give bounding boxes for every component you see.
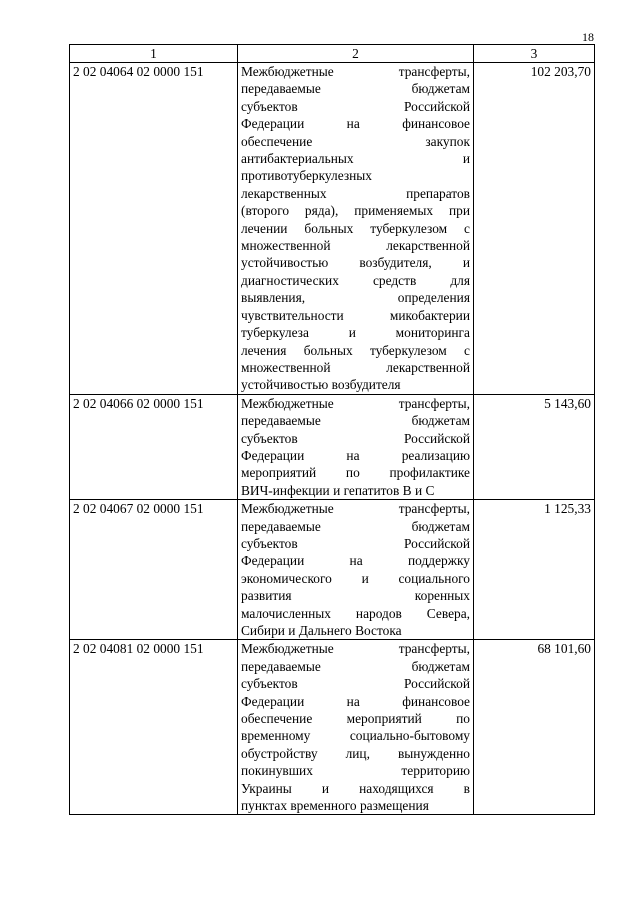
description-line: субъектов Российской xyxy=(241,98,470,114)
description-line: Сибири и Дальнего Востока xyxy=(241,623,402,638)
description-line: пунктах временного размещения xyxy=(241,798,429,814)
description-line: временному социально-бытовому xyxy=(241,728,470,744)
description-line: обеспечение мероприятий по xyxy=(241,711,470,727)
column-header-amount: 3 xyxy=(474,45,595,63)
description-line: туберкулеза и мониторинга xyxy=(241,325,470,341)
amount-cell: 5 143,60 xyxy=(474,394,595,499)
description-line: передаваемые бюджетам xyxy=(241,81,470,97)
description-line: мероприятий по профилактике xyxy=(241,465,470,481)
budget-code-cell: 2 02 04064 02 0000 151 xyxy=(70,63,238,395)
description-line: Межбюджетные трансферты, xyxy=(241,395,470,411)
description-line: покинувших территорию xyxy=(241,763,470,779)
description-line: передаваемые бюджетам xyxy=(241,518,470,534)
description-line: устойчивостью возбудителя, и xyxy=(241,255,470,271)
column-header-description: 2 xyxy=(238,45,474,63)
budget-code-cell: 2 02 04081 02 0000 151 xyxy=(70,640,238,815)
description-line: развития коренных xyxy=(241,588,470,604)
description-line: лечении больных туберкулезом с xyxy=(241,220,470,236)
description-line: множественной лекарственной xyxy=(241,238,470,254)
description-cell xyxy=(238,63,474,395)
description-line: лекарственных препаратов xyxy=(241,185,470,201)
column-header-code: 1 xyxy=(70,45,238,63)
description-line: диагностических средств для xyxy=(241,272,470,288)
table-body xyxy=(70,63,595,815)
amount-cell: 1 125,33 xyxy=(474,500,595,640)
budget-table xyxy=(69,44,595,815)
table-header-row xyxy=(70,45,595,63)
description-line: субъектов Российской xyxy=(241,535,470,551)
description-line: противотуберкулезных xyxy=(241,168,372,184)
description-line: субъектов Российской xyxy=(241,430,470,446)
table-row xyxy=(70,500,595,640)
description-line: Федерации на финансовое xyxy=(241,693,470,709)
description-line: ВИЧ-инфекции и гепатитов В и С xyxy=(241,482,435,498)
description-line: Межбюджетные трансферты, xyxy=(241,641,470,657)
description-line: (второго ряда), применяемых при xyxy=(241,203,470,219)
page-number: 18 xyxy=(582,30,594,44)
table-row xyxy=(70,63,595,395)
description-line: экономического и социального xyxy=(241,570,470,586)
budget-code-cell: 2 02 04067 02 0000 151 xyxy=(70,500,238,640)
description-line: Федерации на поддержку xyxy=(241,553,470,569)
description-line: субъектов Российской xyxy=(241,676,470,692)
description-cell xyxy=(238,394,474,499)
description-line: малочисленных народов Севера, xyxy=(241,605,470,621)
budget-code-cell: 2 02 04066 02 0000 151 xyxy=(70,394,238,499)
description-line: обустройству лиц, вынужденно xyxy=(241,745,470,761)
table-row xyxy=(70,394,595,499)
description-line: множественной лекарственной xyxy=(241,359,470,375)
description-line: Межбюджетные трансферты, xyxy=(241,64,470,79)
description-line: передаваемые бюджетам xyxy=(241,658,470,674)
description-line: антибактериальных и xyxy=(241,151,470,167)
description-line: лечения больных туберкулезом с xyxy=(241,342,470,358)
description-line: чувствительности микобактерии xyxy=(241,307,470,323)
description-line: выявления, определения xyxy=(241,290,470,306)
description-line: обеспечение закупок xyxy=(241,133,470,149)
description-line: передаваемые бюджетам xyxy=(241,413,470,429)
description-line: Федерации на финансовое xyxy=(241,116,470,132)
amount-cell: 68 101,60 xyxy=(474,640,595,815)
description-cell xyxy=(238,500,474,640)
description-line: устойчивостью возбудителя xyxy=(241,377,401,393)
table-row xyxy=(70,640,595,815)
description-cell xyxy=(238,640,474,815)
description-line: Федерации на реализацию xyxy=(241,447,470,463)
description-line: Украины и находящихся в xyxy=(241,780,470,796)
description-line: Межбюджетные трансферты, xyxy=(241,501,470,517)
amount-cell: 102 203,70 xyxy=(474,63,595,395)
